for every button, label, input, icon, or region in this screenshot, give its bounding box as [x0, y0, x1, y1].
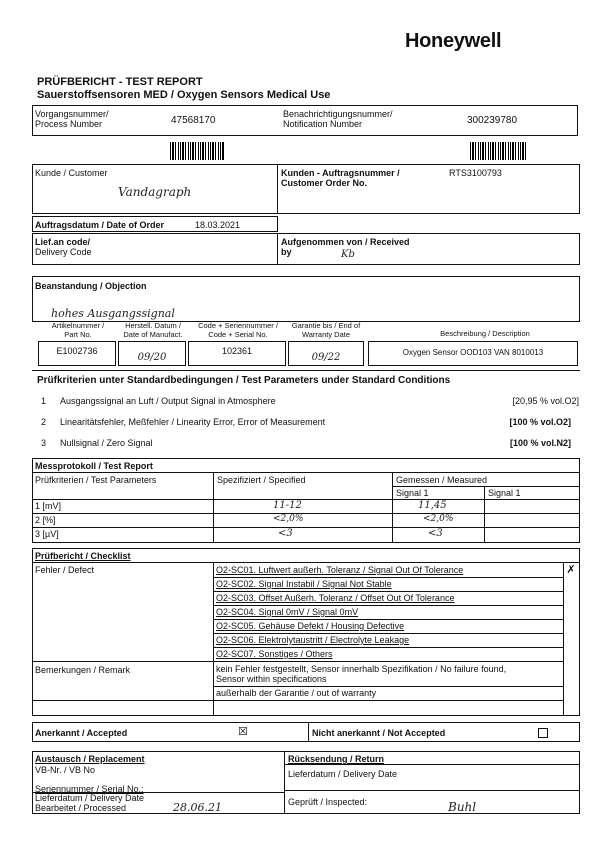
process-box [32, 105, 578, 136]
warranty-date: 09/22 [288, 341, 364, 366]
acceptance-box [32, 722, 580, 742]
defect-item: O2-SC05. Gehäuse Defekt / Housing Defective [216, 621, 405, 631]
manufact-date: 09/20 [118, 341, 186, 366]
objection-value: hohes Ausgangssignal [51, 307, 175, 320]
defect-item: O2-SC06. Elektrolytaustritt / Electrolyte Leakage [216, 635, 410, 645]
notification-number-label: Benachrichtigungsnummer/ Notification Number [283, 109, 393, 129]
notification-barcode [470, 142, 526, 160]
honeywell-logo: Honeywell [405, 30, 502, 52]
defect-item: O2-SC07. Sonstiges / Others [216, 649, 333, 659]
received-by-label: Aufgenommen von / Received by [281, 237, 410, 257]
test-report-table: Messprotokoll / Test Report Prüfkriterien / Test Parameters Spezifiziert / Specified Gemessen / Measured Signal 1 Signal 1 1 [mV] 11-12 11,45 2 [%] <2,0% <2,0% 3 [µV] <3 <3 [32, 458, 580, 543]
criteria-item: 1 Ausgangssignal an Luft / Output Signal in Atmosphere [20,95 % vol.O2] [41, 396, 579, 406]
serial-no-header: Code + Seriennummer / Code + Serial No. [198, 321, 278, 339]
defect-item: O2-SC03. Offset Außerh. Toleranz / Offset Out Of Tolerance [216, 593, 455, 603]
inspected-label: Geprüft / Inspected: [288, 797, 368, 807]
notification-number: 300239780 [467, 115, 518, 126]
col-params: Prüfkriterien / Test Parameters [35, 475, 157, 485]
processed-date: 28.06.21 [173, 801, 222, 814]
remark-warranty: außerhalb der Garantie / out of warranty [216, 688, 377, 698]
criteria-heading: Prüfkriterien unter Standardbedingungen / Test Parameters under Standard Conditions [37, 375, 451, 386]
return-delivery-date-label: Lieferdatum / Delivery Date [288, 769, 398, 779]
process-number: 47568170 [171, 115, 216, 126]
objection-label: Beanstandung / Objection [35, 281, 147, 291]
replacement-return-box [32, 751, 580, 814]
serial-no-label: Seriennummer / Serial No.: [35, 784, 144, 794]
customer-order-label: Kunden - Auftragsnummer / Customer Order No. [281, 168, 400, 188]
report-subtitle: Sauerstoffsensoren MED / Oxygen Sensors Medical Use [37, 89, 331, 101]
customer-order-number: RTS3100793 [449, 168, 502, 178]
col-measured: Gemessen / Measured [396, 475, 488, 485]
checklist-heading: Prüfbericht / Checklist [35, 551, 131, 561]
delivery-code-label: Lief.an code/ Delivery Code [35, 237, 92, 257]
customer-label: Kunde / Customer [35, 168, 108, 178]
processed-labels: Lieferdatum / Delivery Date Bearbeitet / Processed [35, 793, 145, 813]
col-signal-2: Signal 1 [488, 488, 521, 498]
process-number-label: Vorgangsnummer/ Process Number [35, 109, 109, 129]
process-barcode [170, 142, 224, 160]
description-header: Beschreibung / Description [440, 329, 530, 338]
manufact-date-header: Herstell. Datum / Date of Manufact. [123, 321, 183, 339]
replacement-heading: Austausch / Replacement [35, 754, 145, 764]
criteria-item: 3 Nullsignal / Zero Signal [100 % vol.N2] [41, 438, 571, 448]
defect-item: O2-SC04. Signal 0mV / Signal 0mV [216, 607, 359, 617]
vb-no-label: VB-Nr. / VB No [35, 765, 96, 775]
accepted-label: Anerkannt / Accepted [35, 728, 128, 738]
not-accepted-checkbox[interactable] [538, 728, 548, 738]
serial-no: 102361 [188, 341, 286, 366]
remark-text: kein Fehler festgestellt, Sensor innerhalb Spezifikation / No failure found, Sensor within specifications [216, 664, 507, 684]
objection-box [32, 276, 580, 322]
return-heading: Rücksendung / Return [288, 754, 385, 764]
received-by-value: Kb [341, 249, 355, 260]
defect-item: O2-SC02. Signal Instabil / Signal Not Stable [216, 579, 392, 589]
order-date: 18.03.2021 [195, 220, 241, 230]
checklist-table [32, 548, 580, 716]
remark-label: Bemerkungen / Remark [35, 665, 131, 675]
part-no-header: Artikelnummer / Part No. [51, 321, 105, 339]
not-accepted-label: Nicht anerkannt / Not Accepted [312, 728, 446, 738]
criteria-list [37, 396, 579, 459]
defect-marker-icon: ✗ [566, 564, 576, 576]
defect-item: O2-SC01. Luftwert außerh. Toleranz / Signal Out Of Tolerance [216, 565, 464, 575]
accepted-checkbox[interactable]: ☒ [238, 726, 248, 738]
report-title: PRÜFBERICHT - TEST REPORT [37, 76, 203, 88]
warranty-header: Garantie bis / End of Warranty Date [291, 321, 361, 339]
customer-box [32, 164, 580, 214]
customer-value: Vandagraph [118, 185, 192, 199]
criteria-item: 2 Linearitätsfehler, Meßfehler / Linearity Error, Error of Measurement [100 % vol.O2] [41, 417, 571, 427]
description: Oxygen Sensor OOD103 VAN 8010013 [368, 341, 578, 366]
inspected-signature: Buhl [448, 800, 477, 814]
defect-label: Fehler / Defect [35, 565, 95, 575]
col-specified: Spezifiziert / Specified [217, 475, 306, 485]
delivery-received-box [32, 233, 580, 265]
part-no: E1002736 [38, 341, 116, 366]
col-signal-1: Signal 1 [396, 488, 429, 498]
order-date-box [32, 216, 278, 232]
order-date-label: Auftragsdatum / Date of Order [35, 220, 165, 230]
test-report-heading: Messprotokoll / Test Report [35, 461, 153, 471]
